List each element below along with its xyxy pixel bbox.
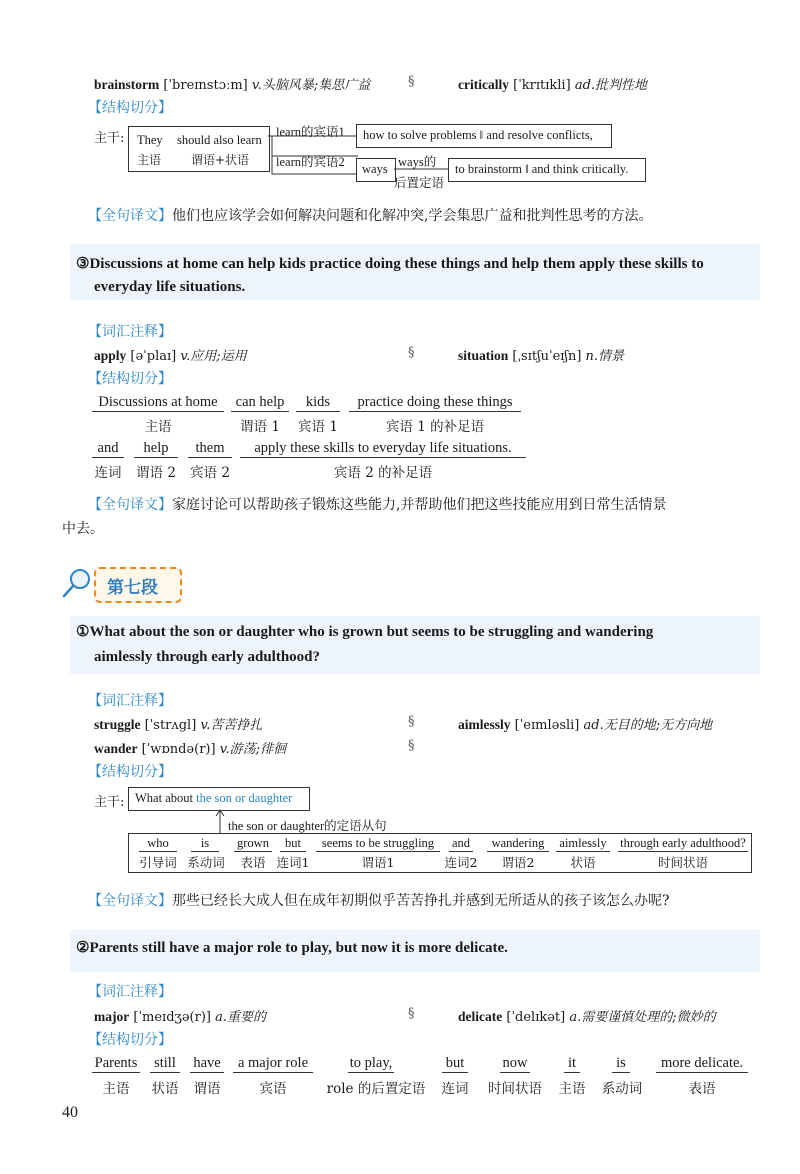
s6-word: practice doing these things [349,394,521,412]
ways-box [356,158,396,182]
clause-label: 系动词 [187,855,225,870]
vocab-wander: wander [ˈwɒndə(r)] v.游荡;徘徊 [94,741,287,757]
p7s1-translation: 【全句译文】那些已经长大成人但在成年初期似乎苦苦挣扎并感到无所适从的孩子该怎么办呢? [88,893,670,909]
vocab-tag: 【词汇注释】 [88,984,172,1000]
clause-word: who [139,836,177,852]
clause-word: but [280,836,306,852]
p7s2-word: but [442,1055,468,1073]
p7s2-label: 时间状语 [488,1081,542,1097]
arrow-up-icon [214,808,226,834]
clause-word: grown [234,836,272,852]
vocab-tag: 【词汇注释】 [88,693,172,709]
s6-label: 宾语 2 的补足语 [333,465,433,481]
p7s2-word: to play, [349,1055,393,1071]
s6-word: kids [296,394,340,412]
vocab-situation: situation [ˌsɪtʃuˈeɪʃn] n.情景 [458,348,625,364]
ways-of-note: ways的 [398,155,437,169]
divider-symbol: § [408,1006,415,1021]
p7s2-word: is [612,1055,630,1073]
clause-word: and [449,836,473,852]
clause-label: 状语 [570,855,596,870]
post-attr-note: 后置定语 [394,176,445,190]
vocab-brainstorm: brainstorm [ˈbreɪnstɔːm] v.头脑风暴;集思广益 [94,77,371,93]
predicate-label: 谓语+状语 [191,153,250,167]
p7s2-word: more delicate. [656,1055,748,1073]
section-title-box [94,567,182,603]
s6-word: them [188,440,232,458]
ways-text: ways [362,162,388,176]
page-number: 40 [62,1104,78,1121]
divider-symbol: § [408,738,415,753]
p7s2-label: 谓语 [193,1081,221,1097]
s6-translation-cont: 中去。 [62,521,104,537]
p7s1-sentence-line2: aimlessly through early adulthood? [94,649,321,665]
clause-label: 连词2 [444,855,478,870]
p7s2-word: now [500,1055,530,1073]
clause-label: 时间状语 [657,855,708,870]
p7s2-word: it [564,1055,580,1073]
clause-label: 连词1 [276,855,310,870]
divider-symbol: § [408,714,415,729]
trans-tag: 【全句译文】 [88,893,172,909]
vocab-delicate: delicate [ˈdelɪkət] a.需要谨慎处理的;微妙的 [458,1009,716,1025]
vocab-apply: apply [əˈplaɪ] v.应用;运用 [94,348,247,364]
trans-tag: 【全句译文】 [88,497,172,513]
p7s2-label: role 的后置定语 [326,1081,426,1097]
p7s2-label: 连词 [441,1081,469,1097]
s6-sentence-line2: everyday life situations. [94,279,246,295]
s6-label: 连词 [94,465,122,481]
p7s2-label: 主语 [102,1081,130,1097]
s6-label: 主语 [144,419,172,435]
object1-box [356,124,612,148]
main-label: 主干: [94,795,125,810]
s6-label: 宾语 2 [190,465,230,481]
p7s2-label: 宾语 [259,1081,287,1097]
main-clause-box [128,126,270,172]
s6-word: can help [231,394,289,412]
p7s2-word: a major role [233,1055,313,1073]
s6-word: Discussions at home [92,394,224,412]
clause-note: the son or daughter的定语从句 [228,819,387,833]
object1-text: how to solve problems ‖ and resolve conflicts, [363,128,593,142]
s6-translation: 【全句译文】家庭讨论可以帮助孩子锻炼这些能力,并帮助他们把这些技能应用到日常生活情景 [88,497,667,513]
struct-tag: 【结构切分】 [88,1032,172,1048]
clause-word: seems to be struggling [316,836,440,852]
clause-label: 引导词 [139,855,177,870]
clause-word: wandering [487,836,549,852]
p7s2-label: 表语 [688,1081,716,1097]
main-label: 主干: [94,131,125,146]
clause-label: 谓语1 [361,855,395,870]
clause-label: 表语 [240,855,266,870]
p7s2-label: 状语 [151,1081,179,1097]
p7s2-sentence: ②Parents still have a major role to play, but now it is more delicate. [76,940,508,956]
vocab-tag: 【词汇注释】 [88,324,172,340]
s6-word: apply these skills to everyday life situations. [240,440,526,458]
struct-tag: 【结构切分】 [88,371,172,387]
clause-word: through early adulthood? [618,836,748,852]
p7s2-word: still [150,1055,180,1073]
p7s2-label: 系动词 [601,1081,643,1097]
p7s1-sentence-line1: ①What about the son or daughter who is grown but seems to be struggling and wandering [76,624,654,640]
ways-connector [394,160,454,180]
vocab-major: major [ˈmeɪdʒə(r)] a.重要的 [94,1009,267,1025]
s6-label: 谓语 2 [136,465,176,481]
trans-tag: 【全句译文】 [88,208,172,224]
s6-word: help [134,440,178,458]
vocab-aimlessly: aimlessly [ˈeɪmləsli] ad.无目的地;无方向地 [458,717,713,733]
object2-note: learn的宾语2 [276,155,345,169]
vocab-struggle: struggle [ˈstrʌgl] v.苦苦挣扎 [94,717,263,733]
object1-note: learn的宾语1 [276,125,345,139]
struct-tag: 【结构切分】 [88,764,172,780]
s6-word: and [92,440,124,458]
main-clause-text: What about the son or daughter [135,791,293,805]
struct-tag: 【结构切分】 [88,100,172,116]
predicate-word: should also learn [177,133,262,147]
s6-label: 宾语 1 [298,419,338,435]
s6-label: 谓语 1 [240,419,280,435]
p7s2-label: 主语 [558,1081,586,1097]
vocab-critically: critically [ˈkrɪtɪkli] ad.批判性地 [458,77,648,93]
s6-label: 宾语 1 的补足语 [385,419,485,435]
clause-word: is [191,836,219,852]
clause-word: aimlessly [556,836,610,852]
to-brainstorm-text: to brainstorm ‖ and think critically. [455,162,629,176]
p7s2-word: Parents [92,1055,140,1073]
p7s2-word: have [190,1055,224,1073]
subject-label: 主语 [137,153,162,167]
divider-symbol: § [408,345,415,360]
s5-translation: 【全句译文】他们也应该学会如何解决问题和化解冲突,学会集思广益和批判性思考的方法。 [88,208,653,224]
magnifier-icon [60,566,94,600]
section-title: 第七段 [107,578,158,598]
subject-word: They [137,133,163,147]
to-brainstorm-box [448,158,646,182]
s6-sentence-line1: ③Discussions at home can help kids practice doing these things and help them apply these skills to [76,256,704,272]
clause-label: 谓语2 [501,855,535,870]
divider-symbol: § [408,74,415,89]
